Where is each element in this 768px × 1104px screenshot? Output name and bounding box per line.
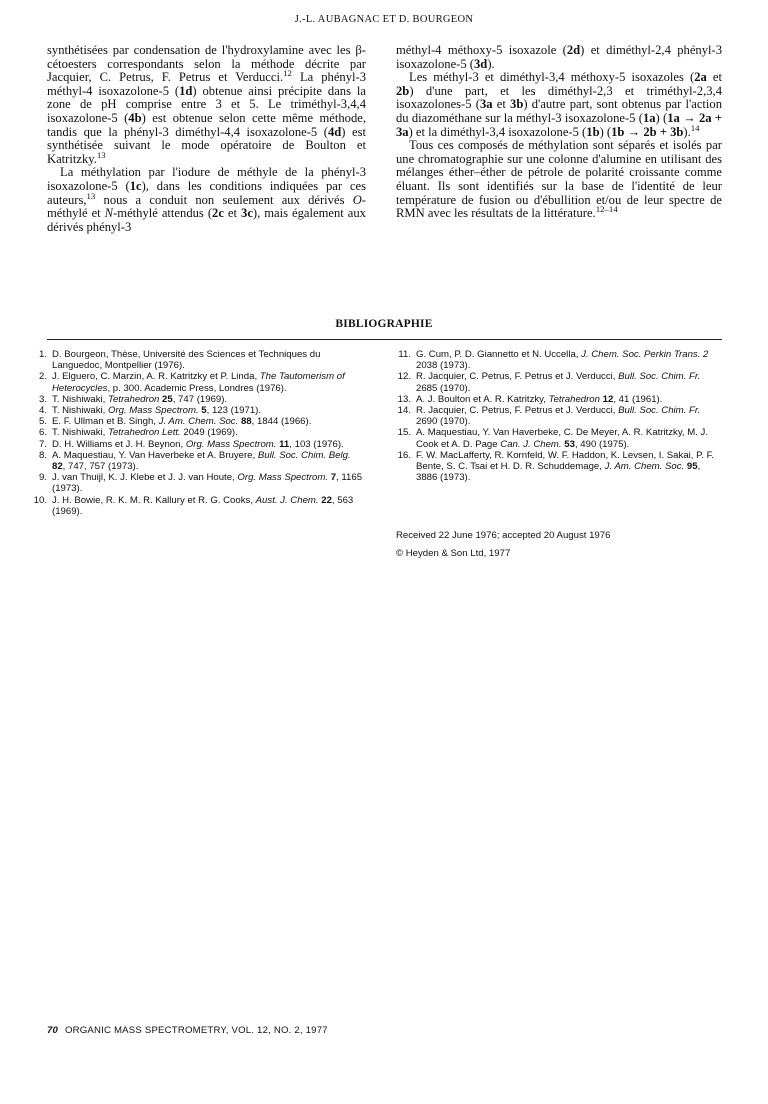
- running-head: J.-L. AUBAGNAC ET D. BOURGEON: [294, 14, 474, 25]
- page-number: 70: [47, 1025, 59, 1036]
- reference-item: 3. T. Nishiwaki, Tetrahedron 25, 747 (1969).: [38, 393, 228, 405]
- references-right: [396, 349, 722, 483]
- body-column-left: [47, 44, 366, 234]
- reference-item: 7. D. H. Williams et J. H. Beynon, Org. Mass Spectrom. 11, 103 (1976).: [38, 438, 344, 450]
- paragraph: synthétisées par condensation de l'hydroxylamine avec les β-cétoesters correspondants selon la méthode décrite par Jacquier, C. Petrus, F. Petrus et Verducci.$^{12}$ La phényl-3 méthyl-4 isoxazolone-5 (1d) obtenue ainsi précipite dans la zone de pH comprise entre 3 et 5. Le triméthyl-3,4,4 isoxazolone-5 (4b) est obtenue selon cette même méthode, tandis que la phényl-3 diméthyl-4,4 isoxazolone-5 (4d) est synthétisée suivant le mode opératoire de Boulton et Katritzky.$^{13}$: [47, 43, 366, 166]
- reference-item: 14. R. Jacquier, C. Petrus, F. Petrus et J. Verducci, Bull. Soc. Chim. Fr. 2690 (1970).: [397, 405, 701, 428]
- paragraph: La méthylation par l'iodure de méthyle de la phényl-3 isoxazolone-5 (1c), dans les conditions indiquées par ces auteurs,$^{13}$ nous a conduit non seulement aux dérivés O-méthylé et N-méthylé attendus (2c et 3c), mais également aux dérivés phényl-3: [47, 165, 366, 234]
- reference-item: 9. J. van Thuijl, K. J. Klebe et J. J. van Houte, Org. Mass Spectrom. 7, 1165 (1973).: [38, 472, 363, 495]
- journal-citation: ORGANIC MASS SPECTROMETRY, VOL. 12, NO. 2, 1977: [64, 1025, 328, 1036]
- bibliography-rule: [47, 339, 722, 340]
- reference-item: 1. D. Bourgeon, Thèse, Université des Sciences et Techniques du Languedoc, Montpellier (1976).: [38, 349, 321, 372]
- reference-item: 2. J. Elguero, C. Marzin, A. R. Katritzky et P. Linda, The Tautomerism of Heterocycles, p. 300. Academic Press, Londres (1976).: [38, 371, 345, 394]
- page-footer: [47, 1025, 647, 1036]
- received-date: Received 22 June 1976; accepted 20 August 1976: [396, 530, 611, 541]
- reference-item: 12. R. Jacquier, C. Petrus, F. Petrus et J. Verducci, Bull. Soc. Chim. Fr. 2685 (1970).: [397, 371, 701, 394]
- reference-item: 10. J. H. Bowie, R. K. M. R. Kallury et R. G. Cooks, Aust. J. Chem. 22, 563 (1969).: [33, 494, 354, 517]
- reference-item: 13. A. J. Boulton et A. R. Katritzky, Tetrahedron 12, 41 (1961).: [397, 393, 663, 405]
- reference-item: 5. E. F. Ullman et B. Singh, J. Am. Chem. Soc. 88, 1844 (1966).: [38, 416, 312, 428]
- paragraph: Les méthyl-3 et diméthyl-3,4 méthoxy-5 isoxazoles (2a et 2b) d'une part, et les diméthyl-2,3 et triméthyl-2,3,4 isoxazolones-5 (3a et 3b) d'autre part, sont obtenus par l'action du diazométhane sur la méthyl-3 isoxazolone-5 (1a) (1a → 2a + 3a) et la diméthyl-3,4 isoxazolone-5 (1b) (1b → 2b + 3b).$^{14}$: [396, 70, 723, 139]
- reference-item: 6. T. Nishiwaki, Tetrahedron Lett. 2049 (1969).: [38, 427, 238, 439]
- copyright-notice: © Heyden & Son Ltd, 1977: [396, 548, 511, 559]
- body-column-right: [396, 44, 722, 221]
- reference-item: 4. T. Nishiwaki, Org. Mass Spectrom. 5, 123 (1971).: [38, 405, 262, 417]
- reference-item: 11. G. Cum, P. D. Giannetto et N. Uccella, J. Chem. Soc. Perkin Trans. 2 2038 (1973).: [398, 349, 709, 372]
- reference-item: 15. A. Maquestiau, Y. Van Haverbeke, C. De Meyer, A. R. Katritzky, M. J. Cook et A. D. Page Can. J. Chem. 53, 490 (1975).: [397, 427, 709, 450]
- paragraph: Tous ces composés de méthylation sont séparés et isolés par une chromatographie sur une colonne d'alumine en utilisant des mélanges éther–éther de pétrole de polarité croissante comme éluant. Ils sont identifiés sur la base de l'identité de leur température de fusion ou d'ébullition et/ou de leur spectre de RMN avec les résultats de la littérature.$^{12-14}$: [396, 138, 722, 221]
- reference-item: 8. A. Maquestiau, Y. Van Haverbeke et A. Bruyere, Bull. Soc. Chim. Belg. 82, 747, 757 (1973).: [38, 449, 351, 473]
- bibliography-heading: BIBLIOGRAPHIE: [335, 318, 433, 330]
- references-left: [32, 349, 366, 517]
- paragraph: méthyl-4 méthoxy-5 isoxazole (2d) et diméthyl-2,4 phényl-3 isoxazolone-5 (3d).: [396, 43, 722, 71]
- reference-item: 16. F. W. MacLafferty, R. Kornfeld, W. F. Haddon, K. Levsen, I. Sakai, P. F. Bente, S. C. Tsai et H. D. R. Schuddemage, J. Am. Chem. Soc. 95, 3886 (1973).: [397, 449, 715, 484]
